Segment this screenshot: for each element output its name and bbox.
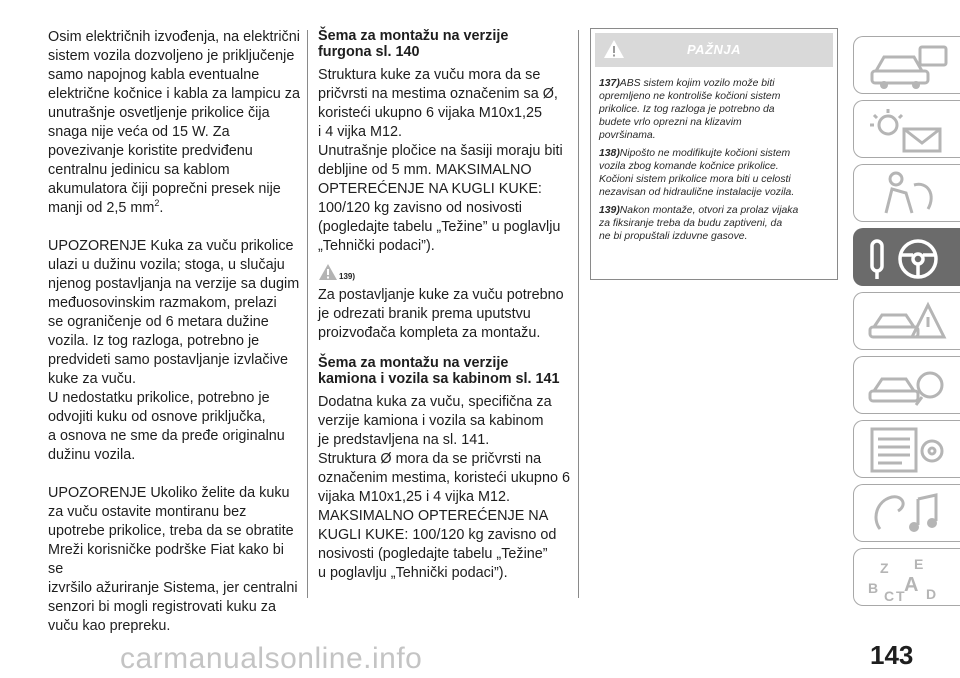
text-line: i 4 vijka M12. [318,124,402,140]
text-line: vozila. Iz tog razloga, potrebno je [48,333,260,349]
note-line: za fiksiranje treba da budu zaptiveni, da [599,218,783,229]
text-line: označenim mestima, koristeći ukupno 6 [318,470,570,486]
paragraph-warning-sensors [48,484,300,636]
text-line: u poglavlju „Tehnički podaci”). [318,565,508,581]
maintenance-wrench-icon [862,361,952,411]
text-line: ulazi u dužinu vozila; stoga, u slučaju [48,257,285,273]
text-line: Struktura Ø mora da se pričvrsti na [318,451,542,467]
text-line: UPOZORENJE Kuka za vuču prikolice [48,238,294,254]
note-line: površinama. [599,130,656,141]
column-divider [578,30,579,598]
safety-airbag-icon [862,169,952,219]
text-line: nosivosti (pogledajte tabelu „Težine” [318,546,548,562]
text-line: KUGLI KUKE: 100/120 kg zavisno od [318,527,557,543]
warning-note [599,147,829,199]
heading-line: furgona sl. 140 [318,44,420,60]
column-left [48,28,300,636]
chapter-tab-emergency[interactable] [853,292,960,350]
text-line: za vuču ostavite montiranu bez [48,504,247,520]
chapter-tab-index[interactable] [853,548,960,606]
index-letter: E [914,556,924,572]
paragraph-structure [318,66,576,142]
text-line: predvideti samo postavljanje izvlačive [48,352,288,368]
chapter-tab-warning-lights[interactable] [853,100,960,158]
warning-lights-icon [862,105,952,155]
note-line: ne bi propuštali izduvne gasove. [599,231,748,242]
text-line: (pogledajte tabelu „Težine” u poglavlju [318,219,561,235]
chapter-tab-technical-data[interactable] [853,420,960,478]
alphabetical-index-icon [862,553,952,603]
text-line: električne kočnice i kabla za lampicu za [48,86,300,102]
text-line: proizvođača kompleta za montažu. [318,325,541,341]
warning-note [599,204,829,243]
note-line: Nakon montaže, otvori za prolaz vijaka [619,205,799,216]
warning-box [590,28,838,280]
page-number: 143 [870,640,914,670]
index-letter: C [884,588,895,603]
text-line: Za postavljanje kuke za vuču potrebno [318,287,564,303]
note-line: vozila zbog komande kočnice prikolice. [599,161,779,172]
text-fragment: manji od 2,5 mm [48,200,155,216]
index-letter: Z [880,560,889,576]
warning-ref-number: 139) [339,272,356,281]
text-line: verzije kamiona i vozila sa kabinom [318,413,544,429]
text-line [48,199,300,218]
warning-box-body [591,71,837,243]
text-line: OPTEREĆENJE NA KUGLI KUKE: [318,181,542,197]
superscript: 2 [154,198,160,209]
warning-reference [318,258,576,282]
car-dashboard-icon [862,41,952,91]
paragraph-warning-length [48,237,300,389]
text-line: njenog postavljanja na verzije sa dugim [48,276,300,292]
text-line: međuosovinskim razmakom, prelazi [48,295,277,311]
technical-data-icon [862,425,952,475]
index-letter: D [926,586,937,602]
column-right [590,28,840,280]
chapter-tab-maintenance[interactable] [853,356,960,414]
note-line: Kočioni sistem prikolice mora biti u celosti [599,174,791,185]
text-line: senzori bi mogli registrovati kuku za [48,599,276,615]
text-line: upotrebe prikolice, treba da se obratite [48,523,294,539]
text-line: Osim električnih izvođenja, na električni [48,29,300,45]
text-line: snaga nije veća od 15 W. Za [48,124,230,140]
text-line: „Tehnički podaci”). [318,238,435,254]
text-line: debljine od 5 mm. MAKSIMALNO [318,162,532,178]
text-line: samo napojnog kabla eventualne [48,67,260,83]
text-line: koristeći ukupno 6 vijaka M10x1,25 [318,105,542,121]
index-letter: A [904,574,919,596]
text-line: akumulatora čiji poprečni presek nije [48,181,281,197]
chapter-tab-starting-driving[interactable] [853,228,960,286]
note-number: 137) [599,78,620,89]
heading-line: Šema za montažu na verzije [318,355,509,371]
text-line: Struktura kuke za vuču mora da se [318,67,541,83]
index-letter: T [896,588,905,603]
text-line: odvojiti kuku od osnove priključka, [48,409,266,425]
note-line: budete vrlo oprezni na klizavim [599,117,742,128]
warning-box-header [595,33,833,67]
steering-wheel-key-icon [862,233,952,283]
text-line: je odrezati branik prema uputstvu [318,306,531,322]
chapter-tab-multimedia[interactable] [853,484,960,542]
paragraph-electrical [48,28,300,218]
index-letter: B [868,580,879,596]
text-line: centralnu jedinicu sa kablom [48,162,230,178]
text-line: sistem vozila dozvoljeno je priključenje [48,48,295,64]
section-heading-truck [318,355,576,387]
paragraph-plates [318,142,576,256]
note-line: Nipošto ne modifikujte kočioni sistem [619,148,791,159]
warning-note [599,77,829,142]
section-heading-van [318,28,576,60]
paragraph-bumper [318,286,576,343]
note-line: ABS sistem kojim vozilo može biti [619,78,775,89]
note-line: opremljeno ne kontroliše kočioni sistem [599,91,781,102]
warning-triangle-icon [318,262,338,282]
text-line: a osnova ne sme da pređe originalnu [48,428,285,444]
text-line: povezivanje koristite predviđenu [48,143,253,159]
heading-line: kamiona i vozila sa kabinom sl. 141 [318,371,560,387]
text-line: je predstavljena na sl. 141. [318,432,490,448]
heading-line: Šema za montažu na verzije [318,28,509,44]
text-line: vuču kao prepreku. [48,618,171,634]
note-line: prikolice. Iz tog razloga je potrebno da [599,104,775,115]
note-line: nezavisan od hidraulične instalacije vozila. [599,187,795,198]
column-middle [318,28,576,583]
text-line: Dodatna kuka za vuču, specifična za [318,394,552,410]
text-line: izvršilo ažuriranje Sistema, jer centralni [48,580,298,596]
note-number: 139) [599,205,620,216]
column-divider [307,30,308,598]
note-number: 138) [599,148,620,159]
text-line: Mreži korisničke podrške Fiat kako bi se [48,542,284,577]
multimedia-note-icon [862,489,952,539]
text-line: pričvrsti na mestima označenim sa Ø, [318,86,558,102]
chapter-tab-dashboard[interactable] [853,36,960,94]
text-line: 100/120 kg zavisno od nosivosti [318,200,522,216]
text-line: U nedostatku prikolice, potrebno je [48,390,270,406]
text-line: unutrašnje osvetljenje prikolice čija [48,105,270,121]
text-line: vijaka M10x1,25 i 4 vijka M12. [318,489,510,505]
paragraph-additional-hook [318,393,576,450]
watermark: carmanualsonline.info [120,642,423,675]
text-line: dužinu vozila. [48,447,136,463]
text-line: MAKSIMALNO OPTEREĆENJE NA [318,508,549,524]
paragraph-no-trailer [48,389,300,465]
text-line: Unutrašnje pločice na šasiji moraju biti [318,143,563,159]
chapter-tab-safety[interactable] [853,164,960,222]
road-emergency-icon [862,297,952,347]
paragraph-structure-truck [318,450,576,583]
text-line: UPOZORENJE Ukoliko želite da kuku [48,485,290,501]
text-line: kuke za vuču. [48,371,136,387]
text-line: se ograničenje od 6 metara dužine [48,314,269,330]
warning-box-title: PAŽNJA [686,42,742,57]
text-fragment: . [159,200,164,216]
